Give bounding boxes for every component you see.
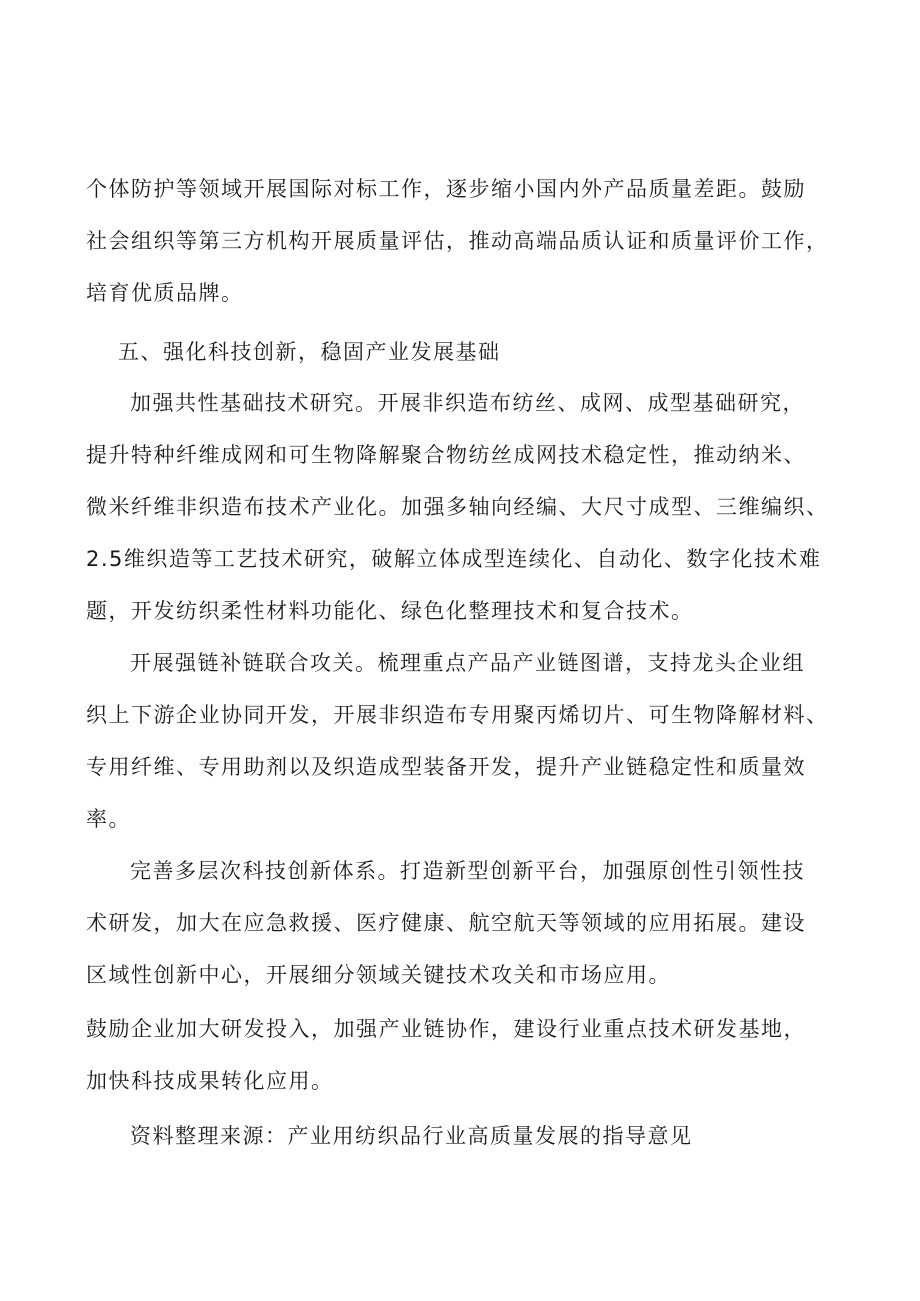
- paragraph-1-line-2: 社会组织等第三方机构开展质量评估，推动高端品质认证和质量评价工作，: [86, 229, 829, 253]
- section-heading: 五、强化科技创新，稳固产业发展基础: [118, 340, 501, 364]
- paragraph-3-line-1: 开展强链补链联合攻关。梳理重点产品产业链图谱，支持龙头企业组: [130, 651, 805, 675]
- paragraph-3-line-2: 织上下游企业协同开发，开展非织造布专用聚丙烯切片、可生物降解材料、: [86, 703, 829, 727]
- paragraph-2-line-2: 提升特种纤维成网和可生物降解聚合物纺丝成网技术稳定性，推动纳米、: [86, 443, 806, 467]
- paragraph-3-line-4: 率。: [86, 807, 131, 831]
- paragraph-2-line-1: 加强共性基础技术研究。开展非织造布纺丝、成网、成型基础研究，: [130, 391, 805, 415]
- paragraph-1-line-3: 培育优质品牌。: [86, 281, 244, 305]
- paragraph-4-line-1: 完善多层次科技创新体系。打造新型创新平台，加强原创性引领性技: [130, 859, 805, 883]
- paragraph-4-line-3: 区域性创新中心，开展细分领域关键技术攻关和市场应用。: [86, 963, 671, 987]
- paragraph-2-line-5: 题，开发纺织柔性材料功能化、绿色化整理技术和复合技术。: [86, 599, 694, 623]
- paragraph-4-line-2: 术研发，加大在应急救援、医疗健康、航空航天等领域的应用拓展。建设: [86, 911, 806, 935]
- source-note: 资料整理来源：产业用纺织品行业高质量发展的指导意见: [130, 1124, 693, 1148]
- paragraph-2-line-4: 2.5维织造等工艺技术研究，破解立体成型连续化、自动化、数字化技术难: [86, 547, 822, 571]
- paragraph-1-line-1: 个体防护等领域开展国际对标工作，逐步缩小国内外产品质量差距。鼓励: [86, 177, 806, 201]
- paragraph-3-line-3: 专用纤维、专用助剂以及织造成型装备开发，提升产业链稳定性和质量效: [86, 755, 806, 779]
- paragraph-2-line-3: 微米纤维非织造布技术产业化。加强多轴向经编、大尺寸成型、三维编织、: [86, 495, 829, 519]
- paragraph-5-line-1: 鼓励企业加大研发投入，加强产业链协作，建设行业重点技术研发基地，: [86, 1017, 806, 1041]
- paragraph-5-line-2: 加快科技成果转化应用。: [86, 1069, 334, 1093]
